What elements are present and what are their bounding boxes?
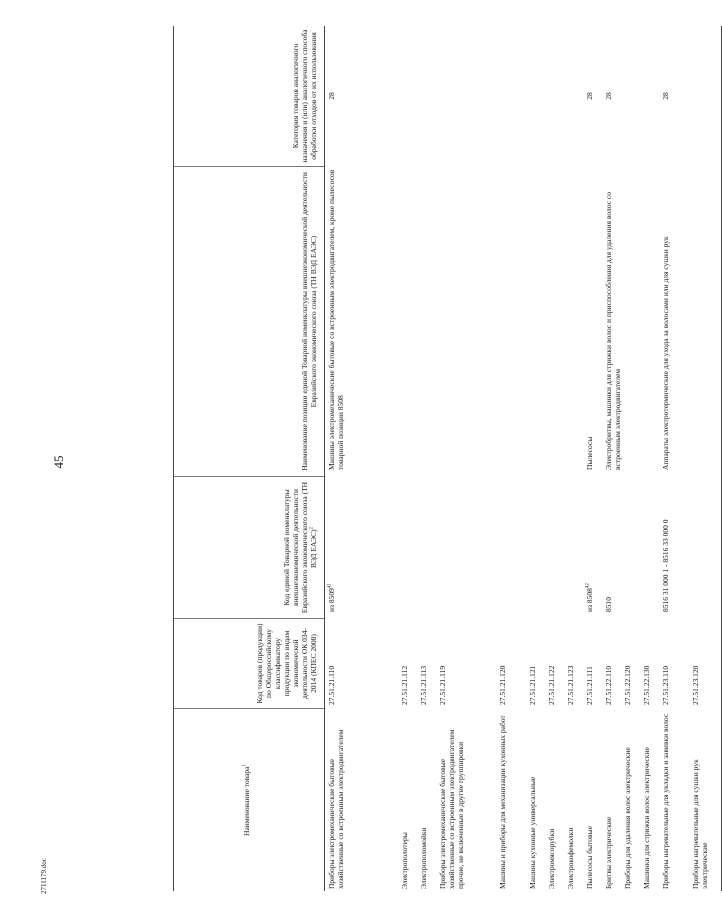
table-row bbox=[602, 26, 621, 891]
row-okpd-code: 27.51.21.123 bbox=[566, 665, 575, 705]
table-header bbox=[173, 26, 325, 891]
row-product-name: Пылесосы бытовые bbox=[585, 826, 594, 889]
row-okpd-code: 27.51.22.130 bbox=[642, 665, 651, 705]
row-okpd-code: 27.51.23.110 bbox=[661, 665, 670, 705]
row-tnved-code bbox=[436, 476, 496, 618]
table-row bbox=[325, 26, 398, 891]
row-tnved-code: 8510 bbox=[604, 597, 613, 612]
row-tnved-name bbox=[526, 166, 545, 476]
row-tnved-code bbox=[417, 476, 436, 618]
row-okpd-code: 27.51.21.111 bbox=[585, 666, 594, 705]
row-category bbox=[526, 26, 545, 166]
header-product-name: Наименование товара$^1$ bbox=[174, 708, 324, 891]
table-row bbox=[436, 26, 496, 891]
row-okpd-code: 27.51.22.110 bbox=[604, 665, 613, 705]
table-row bbox=[564, 26, 583, 891]
row-tnved-name: Машины электромеханические бытовые со встроенным электродвигателем, кроме пылесосов товарной позиции 8508 bbox=[327, 169, 345, 470]
row-okpd-code: 27.51.21.110 bbox=[327, 665, 336, 705]
row-category: 28 bbox=[327, 92, 336, 100]
row-tnved-code bbox=[689, 476, 721, 618]
row-tnved-name bbox=[564, 166, 583, 476]
row-tnved-name bbox=[640, 166, 659, 476]
row-category bbox=[564, 26, 583, 166]
row-category bbox=[689, 26, 721, 166]
row-tnved-code bbox=[545, 476, 564, 618]
row-product-name: Электрополомойки bbox=[419, 827, 428, 889]
row-product-name: Приборы нагревательные для сушки рук электрические bbox=[691, 759, 709, 889]
row-tnved-code bbox=[621, 476, 640, 618]
table-row bbox=[583, 26, 602, 891]
row-okpd-code: 27.51.21.112 bbox=[400, 665, 409, 705]
row-tnved-code: 8516 31 000 1 - 8516 33 000 0 bbox=[661, 519, 670, 612]
row-product-name: Бритвы электрические bbox=[604, 816, 613, 889]
row-tnved-name bbox=[398, 166, 417, 476]
row-tnved-name bbox=[621, 166, 640, 476]
row-category bbox=[436, 26, 496, 166]
table-row bbox=[526, 26, 545, 891]
row-tnved-code bbox=[526, 476, 545, 618]
row-category bbox=[621, 26, 640, 166]
row-product-name: Приборы электромеханические бытовые хозяйственные со встроенным электродвигателем прочие, не включенные в другие группировки bbox=[438, 729, 465, 889]
row-product-name: Машинки для стрижки волос электрические bbox=[642, 747, 651, 889]
row-tnved-code bbox=[496, 476, 526, 618]
table-row bbox=[545, 26, 564, 891]
table-row bbox=[417, 26, 436, 891]
row-product-name: Приборы нагревательные для укладки и завивки волос bbox=[661, 713, 670, 889]
row-category bbox=[640, 26, 659, 166]
row-tnved-code: из 8509$^{41}$ bbox=[327, 583, 336, 612]
row-tnved-name bbox=[545, 166, 564, 476]
row-product-name: Электромясорубки bbox=[547, 828, 556, 889]
row-okpd-code: 27.51.21.113 bbox=[419, 665, 428, 705]
header-tnved-code: Код единой Товарной номенклатуры внешнеэкономической деятельности Евразийского экономического союза (ТН ВЭД ЕАЭС)$^2$ bbox=[174, 476, 324, 618]
row-tnved-name: Пылесосы bbox=[585, 436, 594, 470]
row-okpd-code: 27.51.21.122 bbox=[547, 665, 556, 705]
row-tnved-code: из 8508$^{42}$ bbox=[585, 583, 594, 612]
row-okpd-code: 27.51.21.119 bbox=[438, 665, 447, 705]
table-row bbox=[689, 26, 721, 891]
row-category bbox=[398, 26, 417, 166]
header-category: Категория товаров аналогичного назначения и (или) аналогичного способа обработки отходов от их использования bbox=[291, 29, 318, 163]
row-tnved-code bbox=[640, 476, 659, 618]
row-category: 28 bbox=[585, 92, 594, 100]
row-tnved-name bbox=[496, 166, 526, 476]
row-tnved-name bbox=[417, 166, 436, 476]
row-product-name: Электрокофемолки bbox=[566, 827, 575, 889]
row-tnved-code bbox=[398, 476, 417, 618]
document-filename: 2711179.doc bbox=[40, 858, 48, 894]
row-product-name: Приборы электромеханические бытовые хозяйственные со встроенным электродвигателем bbox=[327, 729, 345, 889]
header-tnved-name: Наименование позиции единой Товарной номенклатуры внешнеэкономической деятельности Евразийского экономического союза (ТН ВЭД ЕАЭС) bbox=[174, 166, 324, 476]
row-okpd-code: 27.51.22.120 bbox=[623, 665, 632, 705]
page-number: 45 bbox=[51, 455, 66, 469]
row-okpd-code: 27.51.23.120 bbox=[691, 665, 700, 705]
row-tnved-name: Электробритвы, машинки для стрижки волос и приспособления для удаления волос со встроенным электродвигателем bbox=[604, 192, 622, 470]
table-row bbox=[398, 26, 417, 891]
row-tnved-name bbox=[689, 166, 721, 476]
row-tnved-code bbox=[564, 476, 583, 618]
row-category bbox=[417, 26, 436, 166]
row-category bbox=[545, 26, 564, 166]
row-tnved-name bbox=[436, 166, 496, 476]
row-product-name: Электрополотеры bbox=[400, 832, 409, 889]
table-row bbox=[640, 26, 659, 891]
row-category bbox=[496, 26, 526, 166]
row-product-name: Приборы для удаления волос электрические bbox=[623, 747, 632, 889]
table-row bbox=[621, 26, 640, 891]
row-product-name: Машины и приборы для механизации кухонных работ bbox=[498, 715, 507, 889]
table-body bbox=[325, 26, 722, 891]
row-product-name: Машины кухонные универсальные bbox=[528, 776, 537, 889]
row-okpd-code: 27.51.21.121 bbox=[528, 665, 537, 705]
row-category: 28 bbox=[661, 92, 670, 100]
table-row bbox=[496, 26, 526, 891]
row-category: 28 bbox=[604, 92, 613, 100]
row-okpd-code: 27.51.21.120 bbox=[498, 665, 507, 705]
header-okpd-code: Код товаров (продукции) по Общероссийскому классификатору продукции по видам экономической деятельности ОК 034-2014 (КПЕС 2008) bbox=[174, 618, 324, 708]
table-row bbox=[659, 26, 689, 891]
row-tnved-name: Аппараты электротермические для ухода за волосами или для сушки рук bbox=[661, 236, 670, 470]
classification-table bbox=[173, 26, 709, 891]
